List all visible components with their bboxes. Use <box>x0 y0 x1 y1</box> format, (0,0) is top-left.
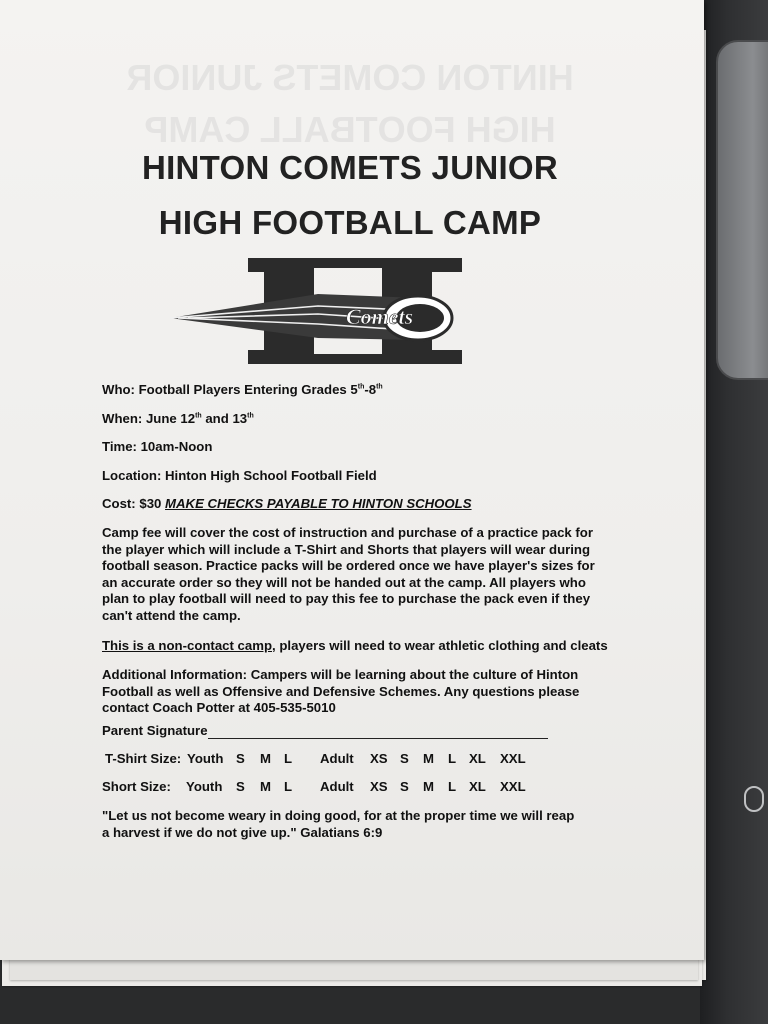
tshirt-adult-label: Adult <box>320 751 354 766</box>
short-adult-xxl[interactable]: XXL <box>500 779 526 794</box>
tshirt-size-label: T-Shirt Size: <box>105 751 182 766</box>
tshirt-adult-s[interactable]: S <box>400 751 409 766</box>
parent-signature-label: Parent Signature <box>102 723 208 738</box>
short-youth-l[interactable]: L <box>284 779 293 794</box>
short-adult-l[interactable]: L <box>448 779 457 794</box>
who-text: Who: Football Players Entering Grades 5 <box>102 382 358 397</box>
short-adult-xs[interactable]: XS <box>370 779 388 794</box>
bible-verse: "Let us not become weary in doing good, for at the proper time we will reap a harvest if we do not give up." Galatians 6:9 <box>102 808 575 840</box>
noncontact-rest: , players will need to wear athletic clothing and cleats <box>272 638 608 653</box>
tshirt-youth-s[interactable]: S <box>236 751 245 766</box>
noncontact-line <box>102 638 622 653</box>
location-line: Location: Hinton High School Football Field <box>102 468 377 483</box>
short-youth-s[interactable]: S <box>236 779 245 794</box>
short-adult-label: Adult <box>320 779 354 794</box>
binder-clip <box>744 786 764 812</box>
additional-info-paragraph: Additional Information: Campers will be learning about the culture of Hinton Football as well as Offensive and Defensive Schemes. Any questions please contact Coach Potter at 405-535-5010 <box>102 667 580 715</box>
when-sup-1: th <box>195 412 202 420</box>
title-line-2: HIGH FOOTBALL CAMP <box>158 204 542 241</box>
signature-line[interactable] <box>208 738 548 739</box>
tshirt-youth-label: Youth <box>187 751 224 766</box>
short-adult-m[interactable]: M <box>423 779 434 794</box>
tshirt-adult-xs[interactable]: XS <box>370 751 388 766</box>
short-size-label: Short Size: <box>102 779 171 794</box>
tshirt-adult-m[interactable]: M <box>423 751 434 766</box>
when-text: When: June 12 <box>102 411 196 426</box>
cost-text: Cost: $30 <box>102 496 166 511</box>
tshirt-adult-l[interactable]: L <box>448 751 457 766</box>
tshirt-adult-xxl[interactable]: XXL <box>500 751 526 766</box>
who-sup-1: th <box>357 383 365 391</box>
when-sup-2: th <box>247 412 254 420</box>
cost-line <box>102 496 622 511</box>
comets-logo <box>168 254 464 368</box>
who-sup-2: th <box>376 383 383 391</box>
page-title <box>80 140 620 250</box>
tshirt-adult-xl[interactable]: XL <box>469 751 486 766</box>
tshirt-size-row <box>102 751 562 769</box>
bleed-through-title: HINTON COMETS JUNIOR HIGH FOOTBALL CAMP <box>126 57 574 150</box>
when-line <box>102 411 622 426</box>
short-adult-s[interactable]: S <box>400 779 409 794</box>
tshirt-youth-l[interactable]: L <box>284 751 293 766</box>
title-line-1: HINTON COMETS JUNIOR <box>141 149 559 186</box>
logo-text: Comets <box>346 304 414 329</box>
short-adult-xl[interactable]: XL <box>469 779 486 794</box>
short-youth-label: Youth <box>186 779 223 794</box>
cost-note: MAKE CHECKS PAYABLE TO HINTON SCHOOLS <box>165 496 472 511</box>
who-mid: -8 <box>364 382 377 397</box>
camp-fee-paragraph: Camp fee will cover the cost of instruction and purchase of a practice pack for the player which will include a T-Shirt and Shorts that players will wear during football season. Practice packs will be ordered once we have player's sizes for an accurate order so they will not be handed out at the camp. All players who plan to play football will need to pay this fee to purchase the pack even if they can't attend the camp. <box>102 525 595 623</box>
tshirt-youth-m[interactable]: M <box>260 751 271 766</box>
when-mid: and 13 <box>201 411 248 426</box>
short-youth-m[interactable]: M <box>260 779 271 794</box>
noncontact-emphasis: This is a non-contact camp <box>102 638 273 653</box>
short-size-row <box>102 779 562 797</box>
time-line: Time: 10am-Noon <box>102 439 213 454</box>
who-line <box>102 382 622 397</box>
phone-device <box>716 40 768 380</box>
